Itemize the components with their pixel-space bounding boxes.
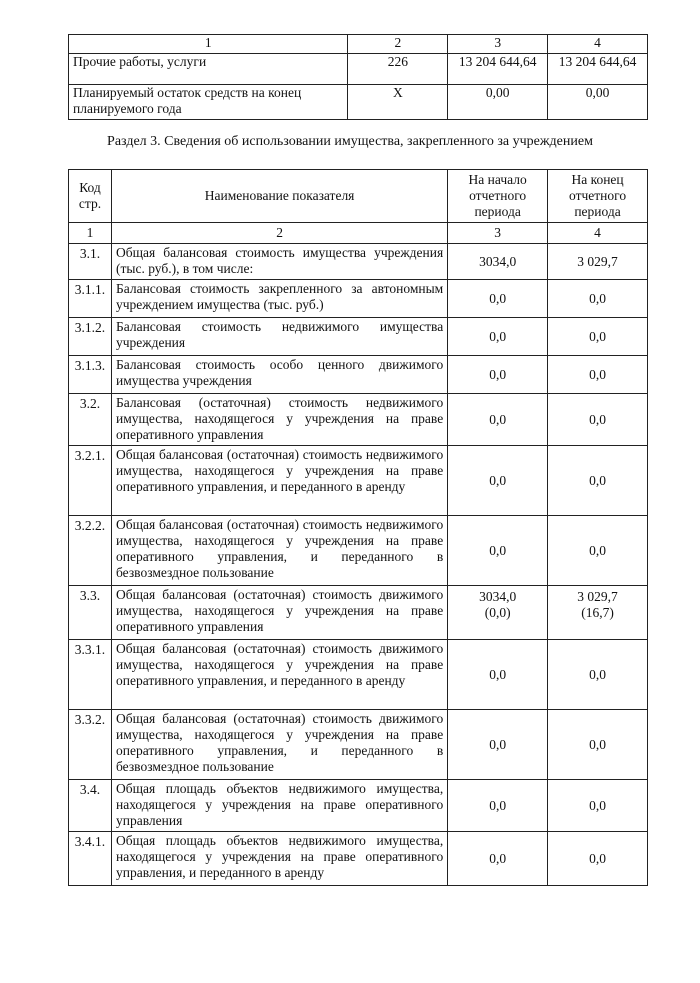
- row-value-start: 0,0: [448, 356, 548, 394]
- row-name: Общая балансовая (остаточная) стоимость движимого имущества, находящегося у учреждения на праве оперативного управления: [111, 586, 447, 640]
- header-name: Наименование показателя: [111, 170, 447, 223]
- row-code: 3.2.: [69, 394, 112, 446]
- row-code: 3.3.: [69, 586, 112, 640]
- header-end: На конец отчетного периода: [548, 170, 648, 223]
- row-name: Прочие работы, услуги: [69, 54, 348, 85]
- row-name: Общая площадь объектов недвижимого имущества, находящегося у учреждения на праве оперативного управления, и переданного в аренду: [111, 832, 447, 886]
- header-start: На начало отчетного периода: [448, 170, 548, 223]
- value-main: 3 029,7: [577, 589, 618, 604]
- column-number: 3: [448, 223, 548, 244]
- column-number: 2: [348, 35, 448, 54]
- row-name: Балансовая стоимость закрепленного за автономным учреждением имущества (тыс. руб.): [111, 280, 447, 318]
- section-title: Раздел 3. Сведения об использовании имущества, закрепленного за учреждением: [107, 134, 593, 149]
- column-number: 1: [69, 223, 112, 244]
- table-row: [69, 780, 648, 832]
- row-value: 13 204 644,64: [448, 54, 548, 85]
- row-code: 3.1.3.: [69, 356, 112, 394]
- row-name: Планируемый остаток средств на конец планируемого года: [69, 85, 348, 120]
- row-name: Общая балансовая (остаточная) стоимость недвижимого имущества, находящегося у учреждения на праве оперативного управления, и переданного в аренду: [111, 446, 447, 516]
- row-value-start: [448, 586, 548, 640]
- row-value-end: 0,0: [548, 832, 648, 886]
- row-code: 3.3.2.: [69, 710, 112, 780]
- row-value-end: 0,0: [548, 446, 648, 516]
- column-number-row: [69, 35, 648, 54]
- table-row: [69, 280, 648, 318]
- row-value-start: 0,0: [448, 446, 548, 516]
- row-name: Общая балансовая (остаточная) стоимость недвижимого имущества, находящегося у учреждения на праве оперативного управления, и переданного в безвозмездное пользование: [111, 516, 447, 586]
- row-code: 3.3.1.: [69, 640, 112, 710]
- header-row: [69, 170, 648, 223]
- value-sub: (16,7): [581, 605, 614, 620]
- row-value-end: 0,0: [548, 780, 648, 832]
- row-value-end: 0,0: [548, 516, 648, 586]
- row-name: Балансовая стоимость недвижимого имущества учреждения: [111, 318, 447, 356]
- row-value-end: 0,0: [548, 318, 648, 356]
- row-value-start: 3034,0: [448, 244, 548, 280]
- row-value-start: 0,0: [448, 780, 548, 832]
- property-table: [68, 169, 648, 886]
- row-code: 226: [348, 54, 448, 85]
- column-number: 2: [111, 223, 447, 244]
- row-code: 3.1.2.: [69, 318, 112, 356]
- row-name: Общая балансовая (остаточная) стоимость движимого имущества, находящегося у учреждения на праве оперативного управления, и переданного в аренду: [111, 640, 447, 710]
- budget-table: [68, 34, 648, 120]
- row-value-start: 0,0: [448, 832, 548, 886]
- row-value: 13 204 644,64: [548, 54, 648, 85]
- row-value-end: 3 029,7: [548, 244, 648, 280]
- row-value: 0,00: [548, 85, 648, 120]
- row-name: Балансовая (остаточная) стоимость недвижимого имущества, находящегося у учреждения на праве оперативного управления: [111, 394, 447, 446]
- table-row: [69, 710, 648, 780]
- row-code: Х: [348, 85, 448, 120]
- column-number: 1: [69, 35, 348, 54]
- table-row: [69, 832, 648, 886]
- column-number: 4: [548, 35, 648, 54]
- header-code: Код стр.: [69, 170, 112, 223]
- row-code: 3.1.: [69, 244, 112, 280]
- table-row: [69, 85, 648, 120]
- row-value-end: [548, 586, 648, 640]
- row-code: 3.2.1.: [69, 446, 112, 516]
- row-value-start: 0,0: [448, 318, 548, 356]
- table-row: [69, 516, 648, 586]
- value-sub: (0,0): [484, 605, 511, 620]
- row-name: Общая балансовая (остаточная) стоимость движимого имущества, находящегося у учреждения на праве оперативного управления, и переданного в безвозмездное пользование: [111, 710, 447, 780]
- row-value-start: 0,0: [448, 280, 548, 318]
- row-value-start: 0,0: [448, 516, 548, 586]
- row-code: 3.4.1.: [69, 832, 112, 886]
- column-number-row: [69, 223, 648, 244]
- table-row: [69, 244, 648, 280]
- row-code: 3.2.2.: [69, 516, 112, 586]
- row-name: Общая площадь объектов недвижимого имущества, находящегося у учреждения на праве оперативного управления: [111, 780, 447, 832]
- table-row: [69, 446, 648, 516]
- table-row: [69, 54, 648, 85]
- table-row: [69, 394, 648, 446]
- row-name: Балансовая стоимость особо ценного движимого имущества учреждения: [111, 356, 447, 394]
- row-value-end: 0,0: [548, 710, 648, 780]
- table-row: [69, 318, 648, 356]
- row-value-start: 0,0: [448, 640, 548, 710]
- row-value: 0,00: [448, 85, 548, 120]
- column-number: 3: [448, 35, 548, 54]
- row-value-end: 0,0: [548, 356, 648, 394]
- row-value-end: 0,0: [548, 280, 648, 318]
- column-number: 4: [548, 223, 648, 244]
- row-code: 3.4.: [69, 780, 112, 832]
- table-row: [69, 640, 648, 710]
- value-main: 3034,0: [479, 589, 517, 604]
- table-row: [69, 356, 648, 394]
- row-value-start: 0,0: [448, 710, 548, 780]
- row-name: Общая балансовая стоимость имущества учреждения (тыс. руб.), в том числе:: [111, 244, 447, 280]
- row-code: 3.1.1.: [69, 280, 112, 318]
- row-value-end: 0,0: [548, 640, 648, 710]
- table-row: [69, 586, 648, 640]
- row-value-start: 0,0: [448, 394, 548, 446]
- row-value-end: 0,0: [548, 394, 648, 446]
